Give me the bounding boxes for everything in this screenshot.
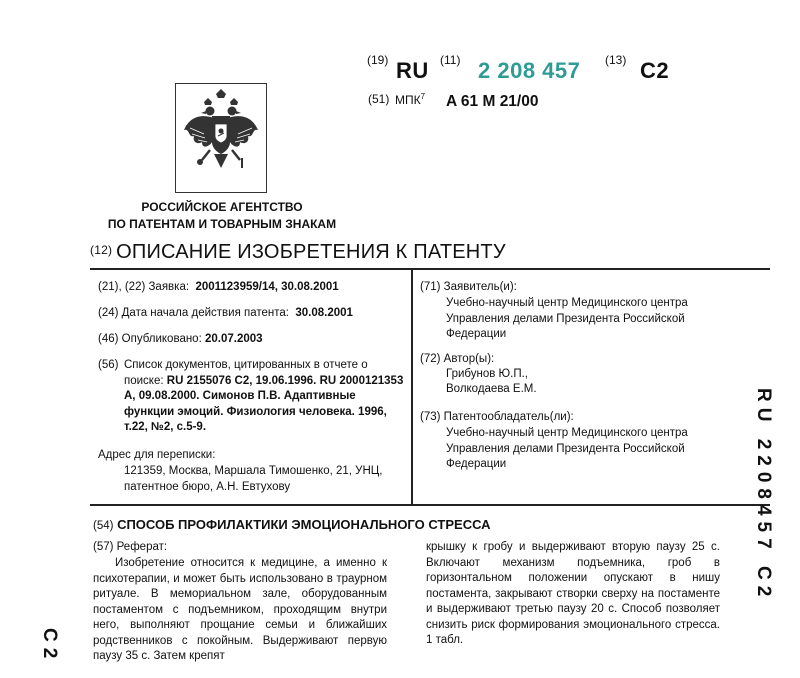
author-2: Волкодаева Е.М.: [446, 383, 537, 395]
invention-title: [93, 517, 491, 532]
author-1: Грибунов Ю.П.,: [446, 368, 529, 380]
kind-code: C2: [640, 58, 670, 83]
agency-name: [72, 199, 372, 233]
abstract-left-column: Изобретение относится к медицине, а именно к психотерапии, и может быть использовано в траурном ритуале. В мемориальном зале, оборудованным постаментом с подъемником, проходящим внутри него, выполняют прощание семьи и ближайших родственников с покойным. Выдерживают первую паузу 35 с. Затем крепят: [93, 557, 387, 662]
start-date-label: (24) Дата начала действия патента:: [98, 307, 289, 319]
applicant-label: (71) Заявитель(и):: [420, 281, 517, 293]
ipc-classification: A 61 M 21/00: [446, 93, 539, 110]
side-patent-code-left: C2: [39, 628, 60, 665]
invention-code: (54): [93, 520, 114, 532]
application-field: [98, 280, 339, 296]
title-text: ОПИСАНИЕ ИЗОБРЕТЕНИЯ К ПАТЕНТУ: [116, 241, 506, 263]
country-code: RU: [396, 58, 429, 83]
address-label: Адрес для переписки:: [98, 449, 216, 461]
cited-intro: Список документов, цитированных в отчете о поиске:: [124, 359, 368, 387]
published-label: (46) Опубликовано:: [98, 333, 202, 345]
agency-line-1: РОССИЙСКОЕ АГЕНТСТВО: [141, 200, 303, 214]
mpk-superscript: 7: [420, 92, 426, 101]
document-title: [90, 241, 506, 264]
code-19: (19): [367, 53, 389, 67]
side-patent-code-right: RU 2208457 C2: [753, 388, 774, 603]
authors-label: (72) Автор(ы):: [420, 353, 495, 365]
abstract-label: (57) Реферат:: [93, 541, 168, 553]
application-value: 2001123959/14, 30.08.2001: [195, 281, 339, 293]
abstract-right-column: крышку к гробу и выдерживают вторую паузу 25 с. Включают механизм подъемника, гроб в горизонтальном положении опускают в нишу постамента, закрывают створки сверху на постаменте и выдерживают третью паузу 20 с. Способ позволяет снизить риск формирования эмоционального стресса. 1 табл.: [426, 541, 720, 646]
applicant-value: Учебно-научный центр Медицинского центра Управления делами Президента Российской Федерации: [446, 297, 688, 340]
address-value: 121359, Москва, Маршала Тимошенко, 21, УНЦ, патентное бюро, А.Н. Евтухову: [124, 465, 383, 493]
title-rule: [90, 268, 770, 270]
biblio-bottom-rule: [90, 504, 770, 506]
state-emblem: [175, 83, 267, 193]
cited-docs: RU 2155076 C2, 19.06.1996. RU 2000121353 A, 09.08.2000. Симонов П.В. Адаптивные функции эмоций. Физиология человека. 1996, т.22, №2, с.5-9.: [124, 374, 404, 433]
patent-number: 2 208 457: [478, 58, 581, 83]
code-13: (13): [605, 53, 627, 67]
start-date-value: 30.08.2001: [295, 307, 353, 319]
owner-value: Учебно-научный центр Медицинского центра Управления делами Президента Российской Федерации: [446, 427, 688, 470]
agency-line-2: ПО ПАТЕНТАМ И ТОВАРНЫМ ЗНАКАМ: [107, 217, 337, 231]
mpk-label: МПК$^7$: [395, 92, 426, 107]
application-label: (21), (22) Заявка:: [98, 281, 190, 293]
start-date-field: [98, 306, 353, 322]
code-51: (51): [368, 92, 390, 106]
invention-title-text: СПОСОБ ПРОФИЛАКТИКИ ЭМОЦИОНАЛЬНОГО СТРЕССА: [117, 517, 491, 532]
owner-label: (73) Патентообладатель(ли):: [420, 411, 574, 423]
cited-code: (56): [98, 359, 119, 371]
title-code: (12): [90, 243, 113, 257]
cited-documents: [124, 358, 407, 436]
published-field: [98, 332, 263, 348]
biblio-divider: [411, 268, 413, 504]
double-headed-eagle-icon: [176, 84, 266, 192]
published-value: 20.07.2003: [204, 333, 263, 345]
code-11: (11): [440, 53, 461, 67]
